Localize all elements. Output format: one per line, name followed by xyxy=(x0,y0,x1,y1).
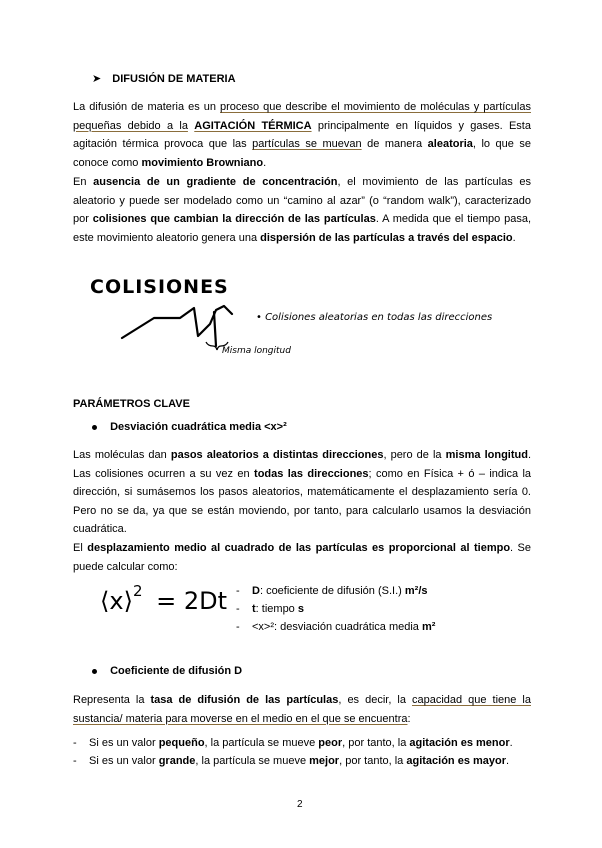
section-heading xyxy=(92,72,236,85)
text-bold: AGITACIÓN TÉRMICA xyxy=(194,119,312,132)
unit: s xyxy=(297,603,304,615)
text: , por tanto, la xyxy=(342,737,410,749)
zigzag-path-drawing xyxy=(118,300,278,380)
text: . xyxy=(506,755,510,767)
dash: - xyxy=(73,737,77,749)
definition-x xyxy=(236,618,435,636)
text: , la partícula se mueve xyxy=(195,755,310,767)
text: . Se puede calcular como: xyxy=(73,542,531,573)
text: Las moléculas dan xyxy=(73,449,171,461)
bullet-coefficient xyxy=(92,665,242,677)
dash: - xyxy=(236,585,240,597)
text-underlined: partículas se muevan xyxy=(252,138,362,150)
dash: - xyxy=(73,755,77,767)
text: ; como en Física + ó – indica la dirección, si sumásemos los pasos aleatorios, matemáticamente el desplazamiento sería 0. Pero no se da, ya que se están moviendo, por tanto, para calcularlo usamos la desviación cuadrática. xyxy=(73,467,531,535)
paragraph-rate xyxy=(73,691,531,728)
text-bold: ausencia de un gradiente de concentración xyxy=(93,176,338,188)
params-heading: PARÁMETROS CLAVE xyxy=(73,398,190,410)
definition-t xyxy=(236,600,435,618)
text: En xyxy=(73,176,94,188)
text-bold: colisiones que cambian la dirección de las partículas xyxy=(92,213,376,225)
sketch-note: • Colisiones aleatorias en todas las direcciones xyxy=(256,312,493,323)
page-number: 2 xyxy=(297,799,303,810)
text: <x>²: desviación cuadrática media xyxy=(252,621,422,633)
list-item-small xyxy=(73,734,533,752)
text: La difusión de materia es un xyxy=(73,101,221,113)
text: : xyxy=(407,712,411,725)
paragraph-steps xyxy=(73,446,531,539)
text-bold: dispersión de las partículas a través del espacio xyxy=(260,231,513,244)
text: . A medida que el tiempo pasa, este movimiento aleatorio genera una xyxy=(73,213,531,244)
list-item-large xyxy=(73,752,533,770)
text: : tiempo xyxy=(255,603,298,615)
unit: m²/s xyxy=(404,585,428,597)
paragraph-random-walk xyxy=(73,173,531,247)
msd-formula xyxy=(100,582,228,615)
paragraph-intro xyxy=(73,98,531,172)
section-title: DIFUSIÓN DE MATERIA xyxy=(112,73,236,85)
arrow-marker-icon: ➤ xyxy=(92,73,102,85)
text: , el movimiento de las partículas es aleatorio y puede ser modelado como un “camino al azar” (o “random walk”), caracterizado por xyxy=(73,176,531,225)
paragraph-msd xyxy=(73,539,531,576)
sketch-label: Misma longitud xyxy=(222,346,291,356)
bullet-title: Desviación cuadrática media <x>² xyxy=(110,421,287,433)
formula-exponent: 2 xyxy=(132,582,143,600)
unit: m² xyxy=(421,621,436,633)
dash: - xyxy=(236,621,240,633)
text-bold: pequeño xyxy=(158,737,205,749)
text: El xyxy=(73,542,88,554)
symbol: D xyxy=(252,585,260,597)
text: . xyxy=(263,156,267,169)
formula-rhs: = 2Dt xyxy=(156,587,228,615)
text-underlined: proceso que describe el movimiento de moléculas y partículas pequeñas debido a la xyxy=(73,101,531,132)
text-bold: misma longitud xyxy=(445,449,528,461)
text-bold: peor xyxy=(318,737,343,749)
text: Si es un valor xyxy=(89,755,159,767)
text-bold: pasos aleatorios a distintas direcciones xyxy=(170,449,384,461)
bullet-title: Coeficiente de difusión D xyxy=(110,665,243,677)
sketch-title: COLISIONES xyxy=(90,276,229,298)
text-bold: aleatoria xyxy=(427,138,473,150)
text-bold: desplazamiento medio al cuadrado de las partículas es proporcional al tiempo xyxy=(87,542,511,554)
text: Representa la xyxy=(73,694,151,706)
text: . Las colisiones ocurren a su vez en xyxy=(73,449,532,480)
text: , lo que se conoce como xyxy=(73,138,531,169)
text-bold: agitación es mayor xyxy=(406,755,507,767)
text: , pero de la xyxy=(383,449,446,461)
text: , la partícula se mueve xyxy=(204,737,319,749)
text: , por tanto, la xyxy=(339,755,407,767)
text: : coeficiente de difusión (S.I.) xyxy=(259,585,405,597)
formula-definitions xyxy=(236,582,435,636)
text-bold: agitación es menor xyxy=(409,737,510,749)
text-bold: movimiento Browniano xyxy=(141,156,264,169)
dash: - xyxy=(236,603,240,615)
text-underlined: capacidad que tiene la sustancia/ materia para moverse en el medio en el que se encuentra xyxy=(73,694,531,725)
bullet-icon xyxy=(92,425,97,430)
text: . xyxy=(509,737,513,749)
text: . xyxy=(512,231,516,244)
text: principalmente en líquidos y gases. Esta agitación térmica provoca que las xyxy=(73,119,531,150)
text-bold: todas las direcciones xyxy=(254,467,369,480)
symbol: t xyxy=(252,603,256,615)
bullet-deviation xyxy=(92,421,287,433)
text-bold: tasa de difusión de las partículas xyxy=(150,694,339,706)
definition-d xyxy=(236,582,435,600)
text: de manera xyxy=(361,138,428,150)
bullet-icon xyxy=(92,669,97,674)
text: Si es un valor xyxy=(89,737,159,749)
text-bold: mejor xyxy=(309,755,340,767)
text-bold: grande xyxy=(158,755,196,767)
collisions-sketch xyxy=(88,272,518,367)
formula-lhs: ⟨x⟩ xyxy=(100,587,133,615)
text: , es decir, la xyxy=(338,694,412,706)
